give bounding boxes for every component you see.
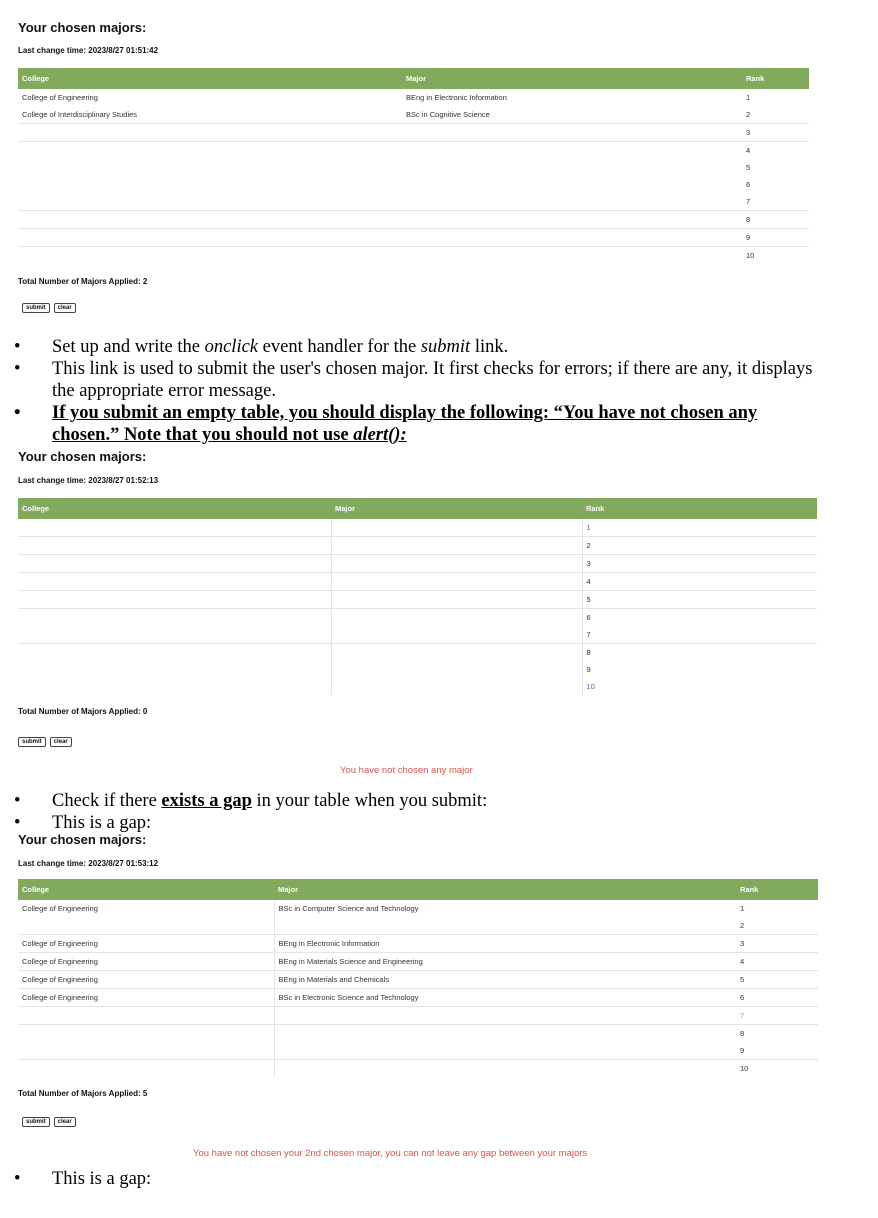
college-cell [18,626,331,644]
rank-cell: 8 [742,211,809,229]
college-cell [18,211,402,229]
rank-cell: 1 [740,904,745,913]
major-cell: BEng in Materials and Chemicals [274,971,736,989]
major-cell [402,176,742,193]
major-cell [331,678,582,695]
majors-table [18,879,818,1077]
bullet-icon: • [14,359,21,379]
college-cell [18,661,331,678]
last-change-time: Last change time: 2023/8/27 01:52:13 [18,476,159,485]
college-cell [18,1007,274,1025]
clear-button[interactable]: clear [54,303,76,313]
major-cell [331,661,582,678]
major-cell [274,1025,736,1043]
college-cell [18,124,402,142]
college-cell: College of Interdisciplinary Studies [22,110,138,119]
table-row [18,644,817,662]
table-row [18,609,817,627]
college-cell [18,1025,274,1043]
table-row [18,211,809,229]
major-cell [402,229,742,247]
major-cell [331,644,582,662]
major-cell [274,1042,736,1060]
table-row [18,555,817,573]
section-heading: Your chosen majors: [18,449,147,464]
rank-cell: 2 [740,921,745,930]
major-cell [331,537,582,555]
error-message: You have not chosen your 2nd chosen major, you can not leave any gap between your majors [193,1148,588,1159]
rank-cell: 6 [746,180,751,189]
list-item: • Check if there exists a gap in your table when you submit: [14,791,488,811]
major-cell [402,159,742,176]
table-row [18,89,809,106]
rank-cell: 8 [736,1025,818,1043]
rank-cell: 7 [746,197,751,206]
total-majors: Total Number of Majors Applied: 2 [18,277,148,286]
screenshot-1 [18,20,810,313]
instructions-list-1 [0,336,820,446]
major-cell [402,193,742,211]
college-cell [18,519,331,537]
table-row [18,678,817,695]
major-cell [274,1060,736,1078]
college-cell [18,678,331,695]
college-cell: College of Engineering [22,904,98,913]
table-row [18,935,818,953]
bullet-icon: • [14,1169,21,1189]
table-row [18,247,809,265]
table-row [18,537,817,555]
major-cell: BEng in Electronic Information [274,935,736,953]
table-row [18,1060,818,1078]
college-cell [18,917,274,935]
college-cell [18,159,402,176]
college-cell: College of Engineering [18,971,274,989]
major-cell [331,573,582,591]
college-cell [18,142,402,160]
rank-cell: 7 [582,626,817,644]
rank-cell: 2 [582,537,817,555]
col-header-college: College [18,498,331,519]
college-cell [18,537,331,555]
action-buttons [22,1117,820,1127]
rank-cell: 3 [742,124,809,142]
bullet-icon: • [14,403,21,423]
instructions-list-3 [0,1168,820,1190]
table-row [18,591,817,609]
col-header-rank: Rank [736,879,818,900]
table-row [18,953,818,971]
rank-cell: 9 [742,229,809,247]
section-heading: Your chosen majors: [18,20,147,35]
submit-button[interactable]: submit [22,1117,50,1127]
major-cell [331,626,582,644]
major-cell [402,142,742,160]
rank-cell: 5 [582,591,817,609]
college-cell: College of Engineering [22,93,98,102]
table-row [18,176,809,193]
major-cell [402,211,742,229]
major-cell: BEng in Materials Science and Engineering [274,953,736,971]
rank-cell: 6 [582,609,817,627]
major-cell [274,917,736,935]
table-row [18,1025,818,1043]
table-row [18,1042,818,1060]
list-item: • Set up and write the onclick event handler for the submit link. [14,337,509,357]
table-row [18,519,817,537]
college-cell [18,609,331,627]
list-item: • If you submit an empty table, you should display the following: “You have not chosen any chosen.” Note that you should not use alert(): [14,403,758,445]
submit-button[interactable]: submit [18,737,46,747]
table-row [18,661,817,678]
table-row [18,900,818,917]
table-row [18,229,809,247]
major-cell [331,555,582,573]
table-row [18,989,818,1007]
screenshot-3 [18,832,820,1127]
list-item: • This link is used to submit the user's chosen major. It first checks for errors; if there are any, it displays the appropriate error message. [14,359,813,401]
major-cell: BSc in Computer Science and Technology [274,900,736,917]
action-buttons [22,303,810,313]
rank-cell: 8 [582,644,817,662]
rank-cell: 3 [736,935,818,953]
college-cell [18,644,331,662]
screenshot-2 [18,449,818,747]
clear-button[interactable]: clear [54,1117,76,1127]
rank-cell: 4 [736,953,818,971]
table-row [18,193,809,211]
table-row [18,142,809,160]
college-cell: College of Engineering [18,989,274,1007]
table-row [18,917,818,935]
last-change-time: Last change time: 2023/8/27 01:53:12 [18,859,159,868]
major-cell: BSc in Cognitive Science [406,110,490,119]
rank-cell: 5 [736,971,818,989]
majors-table [18,68,809,264]
rank-cell: 3 [582,555,817,573]
col-header-major: Major [402,68,742,89]
college-cell: College of Engineering [18,953,274,971]
rank-cell: 9 [740,1046,745,1055]
total-majors: Total Number of Majors Applied: 5 [18,1089,148,1098]
rank-cell: 1 [746,93,751,102]
rank-cell: 6 [736,989,818,1007]
rank-cell: 2 [746,110,751,119]
bullet-icon: • [14,337,21,357]
college-cell [18,176,402,193]
list-item: • This is a gap: [14,813,152,833]
instructions-list-2 [0,790,820,834]
table-row [18,626,817,644]
rank-cell: 5 [746,163,751,172]
rank-cell: 10 [736,1060,818,1078]
total-majors: Total Number of Majors Applied: 0 [18,707,148,716]
rank-cell: 10 [582,678,817,695]
major-cell [402,247,742,265]
col-header-major: Major [274,879,736,900]
college-cell [18,555,331,573]
college-cell [18,1060,274,1078]
college-cell [18,591,331,609]
bullet-icon: • [14,813,21,833]
major-cell [331,591,582,609]
rank-cell: 9 [582,661,817,678]
table-row [18,573,817,591]
clear-button[interactable]: clear [50,737,72,747]
bullet-icon: • [14,791,21,811]
major-cell: BEng in Electronic Information [406,93,507,102]
table-row [18,159,809,176]
rank-cell: 4 [582,573,817,591]
table-row [18,1007,818,1025]
college-cell [18,573,331,591]
rank-cell: 10 [742,247,809,265]
col-header-rank: Rank [742,68,809,89]
col-header-rank: Rank [582,498,817,519]
major-cell [402,124,742,142]
section-heading: Your chosen majors: [18,832,147,847]
table-row [18,971,818,989]
rank-cell: 7 [736,1007,818,1025]
col-header-college: College [18,879,274,900]
action-buttons [18,737,818,747]
college-cell [18,247,402,265]
rank-cell: 4 [742,142,809,160]
table-row [18,124,809,142]
major-cell [331,519,582,537]
college-cell [18,1042,274,1060]
last-change-time: Last change time: 2023/8/27 01:51:42 [18,46,159,55]
col-header-major: Major [331,498,582,519]
college-cell: College of Engineering [18,935,274,953]
college-cell [18,229,402,247]
majors-table [18,498,817,695]
rank-cell: 1 [582,519,817,537]
submit-button[interactable]: submit [22,303,50,313]
error-message: You have not chosen any major [340,765,473,776]
list-item: • This is a gap: [14,1169,152,1189]
table-row [18,106,809,124]
col-header-college: College [18,68,402,89]
college-cell [18,193,402,211]
major-cell: BSc in Electronic Science and Technology [274,989,736,1007]
major-cell [274,1007,736,1025]
major-cell [331,609,582,627]
